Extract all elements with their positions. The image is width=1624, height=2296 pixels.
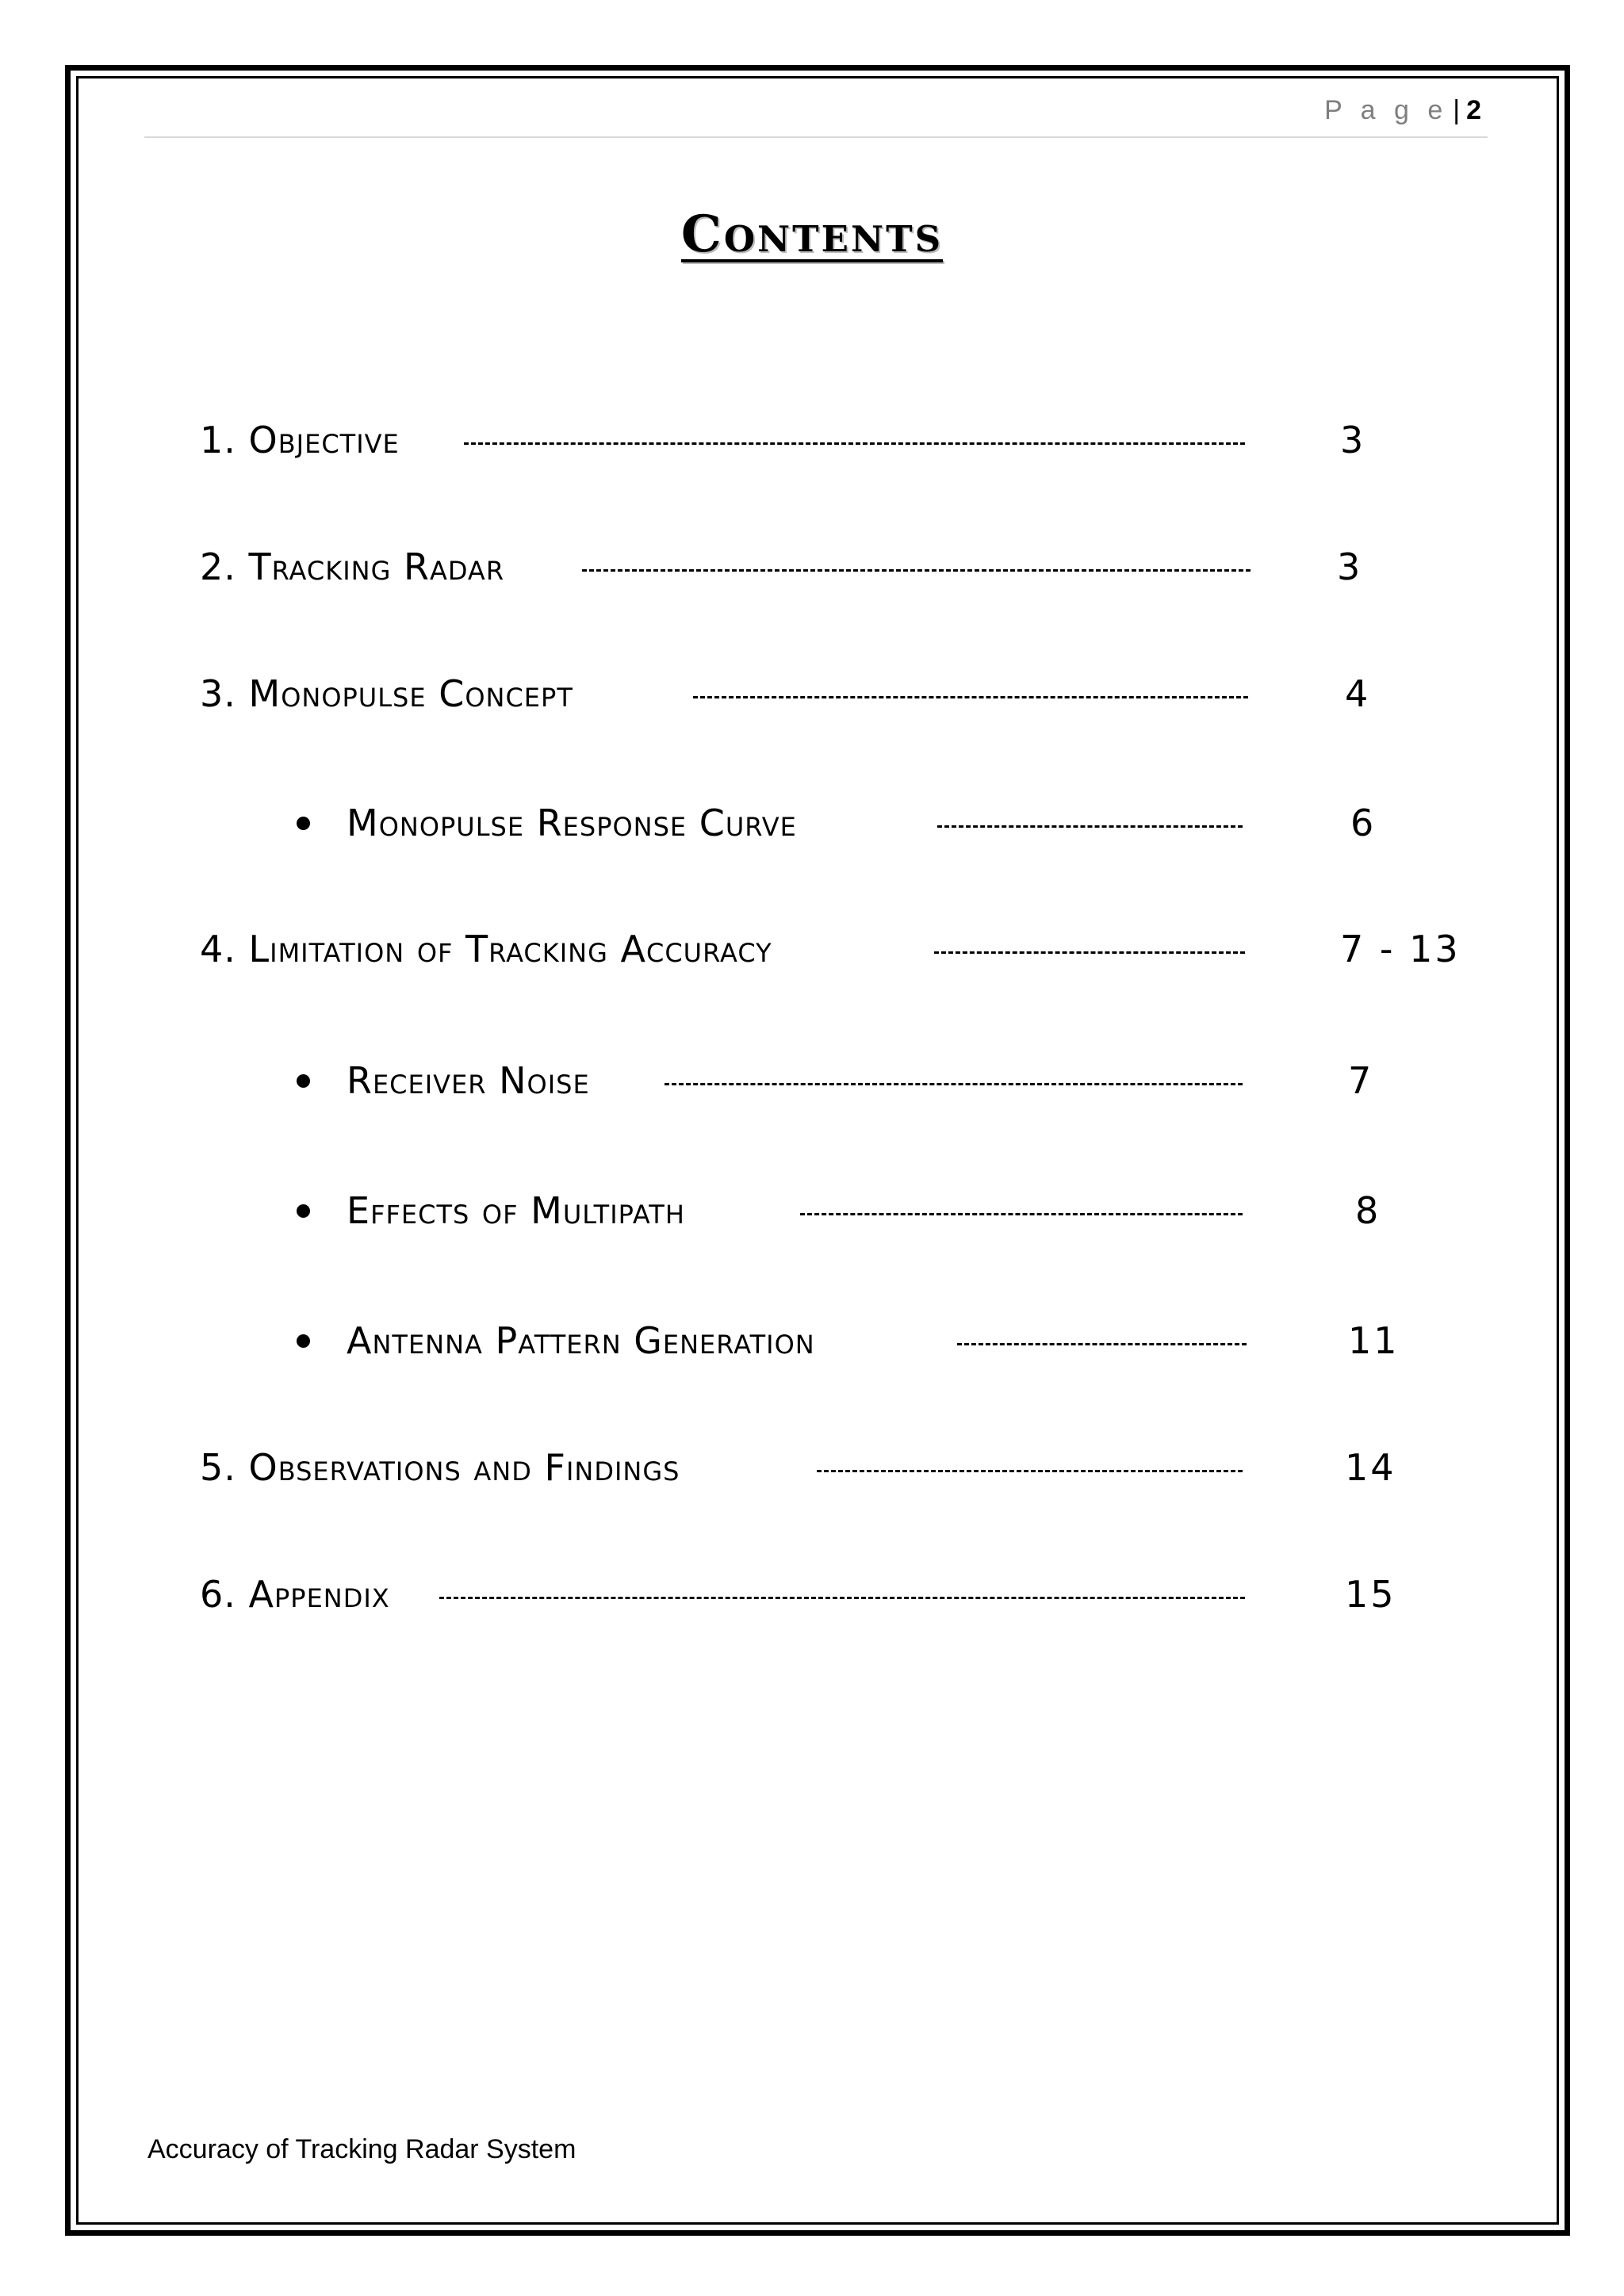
toc-leader <box>665 1083 1243 1085</box>
toc-leader <box>693 696 1248 698</box>
page-separator: | <box>1453 95 1461 125</box>
toc-leader <box>800 1213 1243 1215</box>
toc-entry-label: 5. Observations and Findings <box>200 1446 680 1489</box>
toc-entry-label: 4. Limitation of Tracking Accuracy <box>200 928 772 970</box>
toc-entry[interactable] <box>0 799 1624 847</box>
toc-entry-page: 11 <box>1348 1319 1400 1362</box>
bullet-icon <box>297 817 310 830</box>
toc-entry-page: 14 <box>1345 1446 1396 1489</box>
toc-entry-page: 4 <box>1345 672 1371 715</box>
toc-entry-label: 1. Objective <box>200 419 400 461</box>
toc-leader <box>957 1343 1247 1345</box>
toc-entry[interactable] <box>0 1187 1624 1234</box>
toc-entry-label: Receiver Noise <box>347 1059 590 1102</box>
toc-entry[interactable] <box>0 416 1624 464</box>
toc-entry-label: Effects of Multipath <box>347 1189 685 1232</box>
toc-entry-page: 6 <box>1350 802 1377 844</box>
bullet-icon <box>297 1074 310 1088</box>
toc-entry-page: 7 - 13 <box>1340 928 1461 970</box>
toc-entry[interactable] <box>0 670 1624 718</box>
toc-entry-label: 2. Tracking Radar <box>200 545 505 588</box>
toc-entry[interactable] <box>0 1444 1624 1491</box>
contents-title <box>0 205 1624 264</box>
toc-entry-page: 7 <box>1348 1059 1374 1102</box>
toc-entry[interactable] <box>0 543 1624 591</box>
toc-entry-label: Monopulse Response Curve <box>347 802 797 844</box>
header-rule <box>144 136 1488 138</box>
toc-entry-page: 3 <box>1337 545 1363 588</box>
toc-leader <box>817 1470 1243 1472</box>
toc-entry-page: 3 <box>1340 419 1366 461</box>
toc-leader <box>934 951 1245 954</box>
toc-leader <box>582 569 1251 572</box>
page-border-inner <box>76 76 1559 2225</box>
toc-leader <box>464 442 1245 445</box>
toc-entry[interactable] <box>0 1057 1624 1104</box>
toc-entry-page: 15 <box>1345 1573 1396 1616</box>
toc-entry[interactable] <box>0 1317 1624 1364</box>
toc-entry-page: 8 <box>1355 1189 1381 1232</box>
page-header <box>1324 95 1481 126</box>
page-footer: Accuracy of Tracking Radar System <box>147 2134 576 2164</box>
bullet-icon <box>297 1204 310 1218</box>
page-number: 2 <box>1466 95 1481 125</box>
page-word: P a g e <box>1324 95 1449 125</box>
bullet-icon <box>297 1334 310 1348</box>
toc-entry-label: 6. Appendix <box>200 1573 390 1616</box>
toc-entry[interactable] <box>0 1571 1624 1618</box>
toc-leader <box>439 1597 1245 1599</box>
toc-leader <box>937 825 1243 828</box>
toc-entry-label: Antenna Pattern Generation <box>347 1319 815 1362</box>
toc-entry[interactable] <box>0 925 1624 973</box>
toc-entry-label: 3. Monopulse Concept <box>200 672 573 715</box>
contents-title-text: Contents <box>680 205 944 264</box>
